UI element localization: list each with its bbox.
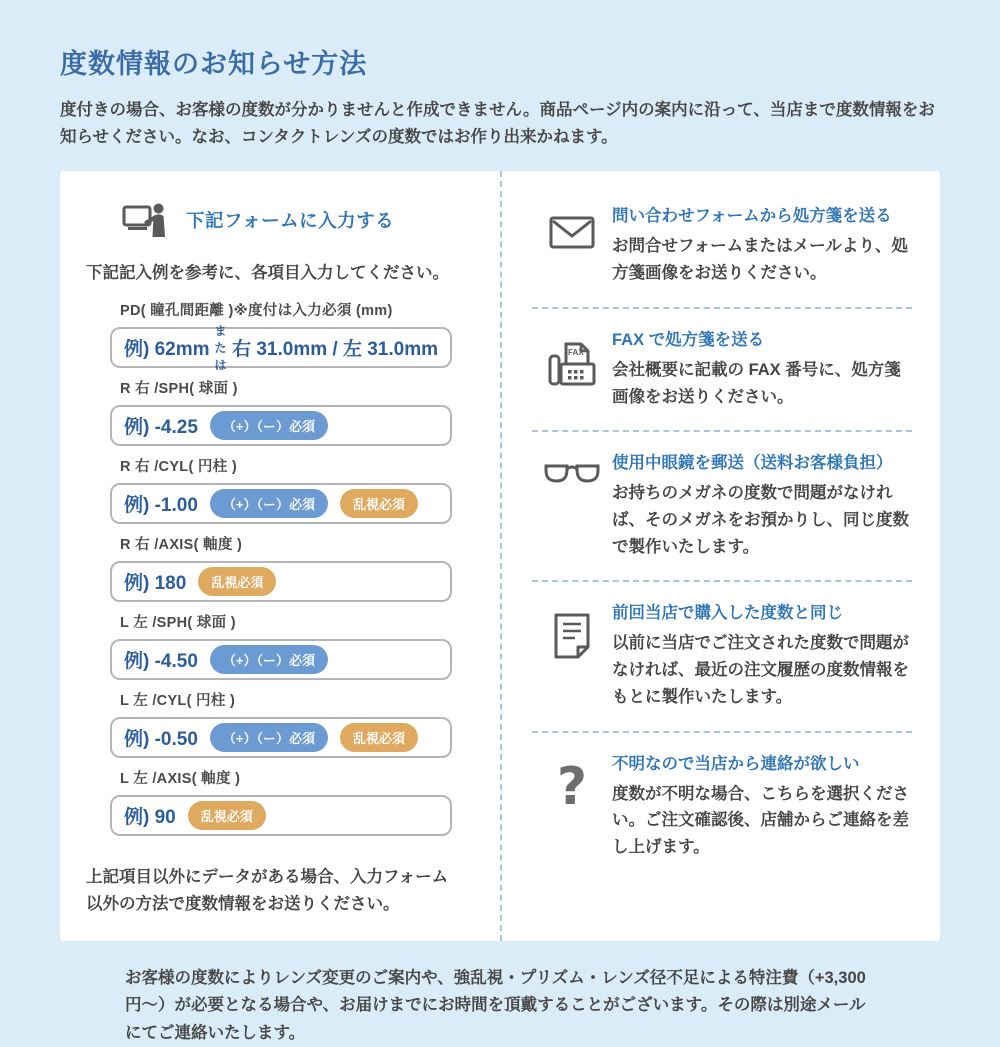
- glasses-icon: [532, 449, 612, 560]
- r-sph-example-box: [110, 405, 452, 446]
- method-previous-order: [532, 580, 912, 730]
- intro-text: 度付きの場合、お客様の度数が分かりませんと作成できません。商品ページ内の案内に沿って、当店まで度数情報をお知らせください。なお、コンタクトレンズの度数ではお作り出来かねます。: [60, 101, 935, 147]
- method-description: 会社概要に記載の FAX 番号に、処方箋画像をお送りください。: [612, 360, 901, 406]
- form-heading: 下記フォームに入力する: [186, 210, 395, 232]
- pd-example-box: [110, 324, 452, 373]
- l-cyl-example: 例) -0.50: [124, 729, 198, 751]
- l-sph-label: L 左 /SPH( 球面 ): [120, 615, 236, 632]
- form-header: [122, 203, 456, 237]
- method-mail-glasses: [532, 430, 912, 580]
- r-axis-example: 例) 180: [124, 573, 187, 595]
- r-sph-example: 例) -4.25: [124, 417, 198, 439]
- plus-minus-required-badge: （+）（ー）必須: [210, 489, 328, 518]
- method-unknown-contact-me: [532, 731, 912, 881]
- pd-example-sub: 右 31.0mm / 左 31.0mm: [232, 339, 438, 361]
- form-column: [60, 171, 500, 941]
- method-contact-form: [532, 185, 912, 306]
- pd-label: PD( 瞳孔間距離 )※度付は入力必須 (mm): [120, 303, 393, 320]
- form-note: 上記項目以外にデータがある場合、入力フォーム以外の方法で度数情報をお送りください。: [86, 868, 449, 913]
- r-cyl-label: R 右 /CYL( 円柱 ): [120, 459, 237, 476]
- pd-example-main: 例) 62mm: [124, 339, 210, 361]
- astigmatism-required-badge: 乱視必須: [340, 489, 418, 518]
- presenter-icon: [122, 203, 168, 237]
- methods-card: [60, 171, 940, 941]
- footer-note: お客様の度数によりレンズ変更のご案内や、強乱視・プリズム・レンズ径不足による特注費（+3,300 円〜）が必要となる場合や、お届けまでにお時間を頂戴することがございます。その際は別途メールにてご連絡いたします。: [125, 969, 866, 1042]
- method-title: 問い合わせフォームから処方箋を送る: [612, 207, 892, 226]
- method-description: 度数が不明な場合、こちらを選択ください。ご注文確認後、店舗からご連絡を差し上げます。: [612, 784, 909, 857]
- l-sph-example: 例) -4.50: [124, 651, 198, 673]
- astigmatism-required-badge: 乱視必須: [198, 567, 276, 596]
- form-body: [86, 299, 456, 836]
- method-description: お持ちのメガネの度数で問題がなければ、そのメガネをお預かりし、同じ度数で製作いたします。: [612, 484, 909, 556]
- method-title: FAX で処方箋を送る: [612, 330, 765, 349]
- r-cyl-example: 例) -1.00: [124, 495, 198, 517]
- method-description: お問合せフォームまたはメールより、処方箋画像をお送りください。: [612, 237, 908, 283]
- r-axis-example-box: [110, 561, 452, 602]
- l-axis-example-box: [110, 795, 452, 836]
- r-sph-label: R 右 /SPH( 球面 ): [120, 381, 238, 398]
- method-title: 不明なので当店から連絡が欲しい: [612, 754, 860, 773]
- alternative-methods-column: [500, 171, 940, 941]
- fax-icon: [532, 326, 612, 410]
- question-icon: ?: [556, 756, 588, 817]
- l-axis-label: L 左 /AXIS( 軸度 ): [120, 771, 241, 788]
- astigmatism-required-badge: 乱視必須: [188, 801, 266, 830]
- pd-example-connector: または: [214, 324, 227, 373]
- method-title: 使用中眼鏡を郵送（送料お客様負担）: [612, 454, 893, 473]
- svg-text:FAX: FAX: [568, 347, 584, 357]
- l-axis-example: 例) 90: [124, 807, 176, 829]
- l-cyl-label: L 左 /CYL( 円柱 ): [120, 693, 236, 710]
- form-instruction: 下記記入例を参考に、各項目入力してください。: [86, 264, 449, 283]
- l-sph-example-box: [110, 639, 452, 680]
- method-fax: [532, 307, 912, 430]
- mail-icon: [532, 202, 612, 286]
- l-cyl-example-box: [110, 717, 452, 758]
- r-axis-label: R 右 /AXIS( 軸度 ): [120, 537, 243, 554]
- plus-minus-required-badge: （+）（ー）必須: [210, 723, 328, 752]
- plus-minus-required-badge: （+）（ー）必須: [210, 411, 328, 440]
- document-icon: [532, 599, 612, 710]
- page-title: 度数情報のお知らせ方法: [60, 49, 368, 79]
- method-title: 前回当店で購入した度数と同じ: [612, 604, 843, 623]
- method-description: 以前に当店でご注文された度数で問題がなければ、最近の注文履歴の度数情報をもとに製作いたします。: [612, 634, 909, 706]
- astigmatism-required-badge: 乱視必須: [340, 723, 418, 752]
- plus-minus-required-badge: （+）（ー）必須: [210, 645, 328, 674]
- r-cyl-example-box: [110, 483, 452, 524]
